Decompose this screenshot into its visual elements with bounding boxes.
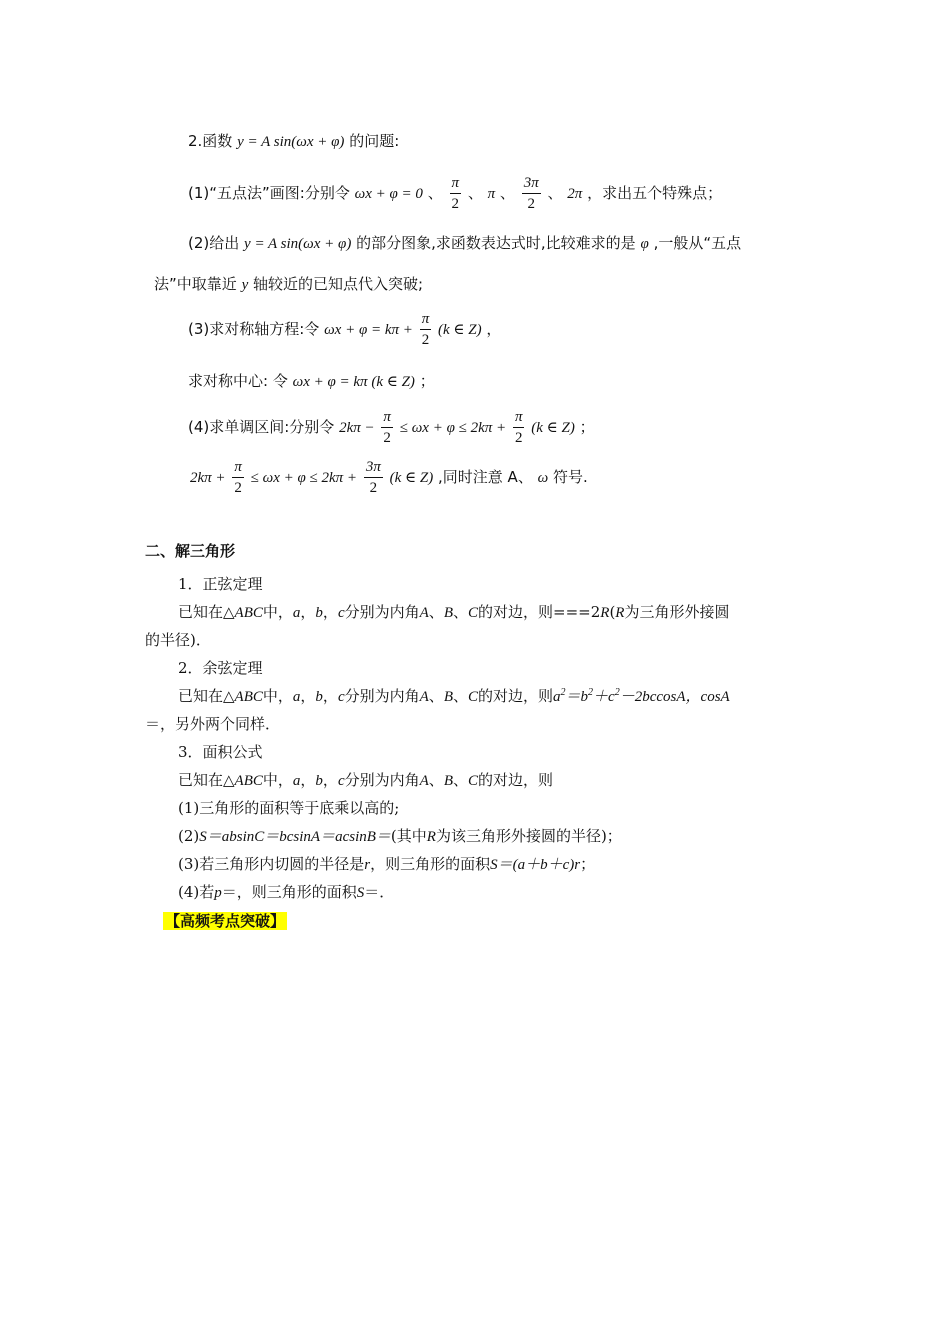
item4b-suffix: ,同时注意 A、 [438,468,533,486]
var-A: A [419,689,429,705]
fraction-numerator: π [420,309,432,330]
text: ( [609,603,616,621]
separator: 、 [427,184,443,202]
sine-law-line-2: 的半径)． [145,631,211,649]
area-line-1 [178,769,553,792]
triangle-name: ABC [234,605,263,621]
text: ； [580,855,596,873]
area-formula-title: 3．面积公式 [178,743,263,761]
fraction-numerator: π [381,407,393,428]
text: 已知在△ [178,771,235,789]
formula-part: ＋c [593,689,615,705]
item3b-formula: ωx + φ = kπ (k ∈ Z) [292,374,415,390]
cosine-formula [553,689,730,705]
fraction-numerator: π [513,407,525,428]
separator: 、 [547,184,563,202]
area-item-4 [178,881,394,904]
item3-prefix: (3)求对称轴方程:令 [188,320,320,338]
text: ＝． [364,883,395,901]
triangle-name: ABC [234,689,263,705]
text: ， [322,603,338,621]
highlighted-section-label: 【高频考点突破】 [165,912,286,930]
text: (4)若 [178,883,215,901]
fraction-denominator: 2 [383,430,391,446]
item3b-prefix: 求对称中心: 令 [188,372,288,390]
cosine-law-line-1 [178,685,730,708]
var-a: a [292,773,301,789]
fraction-denominator: 2 [451,196,460,212]
area-item-2 [178,825,622,848]
fraction-pi-over-2 [381,407,393,448]
text: ， [300,603,316,621]
trig-item-4 [188,406,595,449]
var-b: b [315,605,323,621]
item2-mid: 的部分图象,求函数表达式时,比较难求的是 [356,234,636,252]
fraction-denominator: 2 [514,430,523,446]
highlight-heading [163,910,287,932]
y-letter: y [241,277,249,293]
item3-formula-right: (k ∈ Z) [438,322,482,338]
fraction-numerator: π [232,457,244,478]
text: 的对边，则 [478,687,554,705]
var-a: a [292,689,301,705]
text: 为三角形外接圆 [624,603,730,621]
item2-formula: y = A sin(ωx + φ) [244,236,352,252]
var-r: r [364,857,371,873]
var-R: R [615,605,625,621]
var-R: R [600,605,610,621]
fraction-pi-over-2 [232,457,244,498]
var-c: c [337,773,345,789]
item2-line2-suffix: 轴较近的已知点代入突破; [253,275,424,293]
var-c: c [337,689,345,705]
item4b-formula-1: 2kπ + [190,470,226,486]
text: (2) [178,827,200,845]
var-B: B [443,773,453,789]
var-C: C [468,689,479,705]
item2-suffix: ,一般从“五点 [653,234,742,252]
text: ， [300,687,316,705]
item1-suffix: ，求出五个特殊点； [587,184,723,202]
trig-item-3b [188,370,435,393]
trig-item-1 [188,172,722,215]
item2-line2-prefix: 法”中取靠近 [154,275,237,293]
text: 的对边，则===2 [478,603,601,621]
formula-part: a [553,689,561,705]
text: 的对边，则 [478,771,554,789]
var-A: A [419,773,429,789]
formula-part: －2bccosA，cosA [619,689,730,705]
text: (其中 [390,827,427,845]
area-item-1: (1)三角形的面积等于底乘以高的; [178,799,400,817]
triangle-name: ABC [234,773,263,789]
two-pi-value: 2π [567,186,583,202]
text: 、 [428,771,444,789]
item4-formula-2: ≤ ωx + φ ≤ 2kπ + [399,420,507,436]
item4-formula-3: (k ∈ Z) [531,420,575,436]
item3-suffix: ， [486,320,502,338]
text: ，则三角形的面积 [370,855,491,873]
item1-formula: ωx + φ = 0 [354,186,423,202]
item3-formula-left: ωx + φ = kπ + [324,322,413,338]
fraction-3pi-over-2 [364,457,383,498]
var-B: B [443,605,453,621]
text: 、 [428,603,444,621]
separator: 、 [467,184,483,202]
text: 分别为内角 [344,603,420,621]
fraction-numerator: 3π [522,173,541,194]
var-b: b [315,773,323,789]
var-a: a [292,605,301,621]
var-c: c [337,605,345,621]
item3b-suffix: ； [419,372,435,390]
fraction-numerator: π [450,173,462,194]
area-item-3 [178,853,595,876]
item4-formula-1: 2kπ − [339,420,375,436]
item4-prefix: (4)求单调区间:分别令 [188,418,335,436]
text: ， [300,771,316,789]
fraction-denominator: 2 [421,332,430,348]
superscript: 2 [614,687,620,698]
var-B: B [443,689,453,705]
trig-title-formula: y = A sin(ωx + φ) [237,134,345,150]
trig-item-3 [188,308,501,351]
pi-value: π [487,186,496,202]
var-S: S [356,885,365,901]
item4b-formula-3: (k ∈ Z) [389,470,434,486]
trig-title-suffix: 的问题: [349,132,400,150]
trig-title-prefix: 2.函数 [188,132,233,150]
fraction-denominator: 2 [369,480,378,496]
text: ， [322,771,338,789]
inradius-formula: S＝(a＋b＋c)r [490,857,581,873]
var-b: b [315,689,323,705]
var-R: R [426,829,436,845]
fraction-3pi-over-2 [522,173,541,214]
fraction-denominator: 2 [234,480,242,496]
fraction-pi-over-2 [420,309,432,350]
var-p: p [214,885,222,901]
var-A: A [419,605,429,621]
item4b-formula-2: ≤ ωx + φ ≤ 2kπ + [250,470,358,486]
trig-item-4b [190,456,588,499]
text: 已知在△ [178,687,235,705]
text: 、 [452,771,468,789]
text: 分别为内角 [344,771,420,789]
separator: 、 [499,184,515,202]
area-formula: S＝absinC＝bcsinA＝acsinB＝ [199,829,391,845]
text: 、 [428,687,444,705]
cosine-law-line-2: ＝，另外两个同样． [145,715,281,733]
section-heading: 二、解三角形 [145,542,236,560]
formula-part: ＝b [565,689,589,705]
fraction-pi-over-2 [513,407,525,448]
text: 分别为内角 [344,687,420,705]
text: ＝，则三角形的面积 [221,883,357,901]
item1-prefix: (1)“五点法”画图:分别令 [188,184,350,202]
text: 中， [262,603,293,621]
fraction-numerator: 3π [364,457,383,478]
trig-item-2-cont [154,273,423,296]
superscript: 2 [560,687,566,698]
text: 中， [262,771,293,789]
cosine-law-title: 2．余弦定理 [178,659,263,677]
var-C: C [468,773,479,789]
item4b-end: 符号. [552,468,588,486]
trig-title-line [188,130,399,153]
text: 、 [452,603,468,621]
item2-prefix: (2)给出 [188,234,240,252]
text: (3)若三角形内切圆的半径是 [178,855,365,873]
sine-law-line-1 [178,601,729,624]
text: ， [322,687,338,705]
trig-item-2 [188,232,741,255]
sine-law-title: 1．正弦定理 [178,575,263,593]
text: 已知在△ [178,603,235,621]
omega-symbol: ω [537,470,549,486]
item4-suffix: ； [579,418,595,436]
text: 为该三角形外接圆的半径)； [435,827,622,845]
fraction-pi-over-2 [450,173,462,214]
var-C: C [468,605,479,621]
fraction-denominator: 2 [527,196,535,212]
superscript: 2 [588,687,594,698]
phi-symbol: φ [640,236,649,252]
text: 中， [262,687,293,705]
text: 、 [452,687,468,705]
